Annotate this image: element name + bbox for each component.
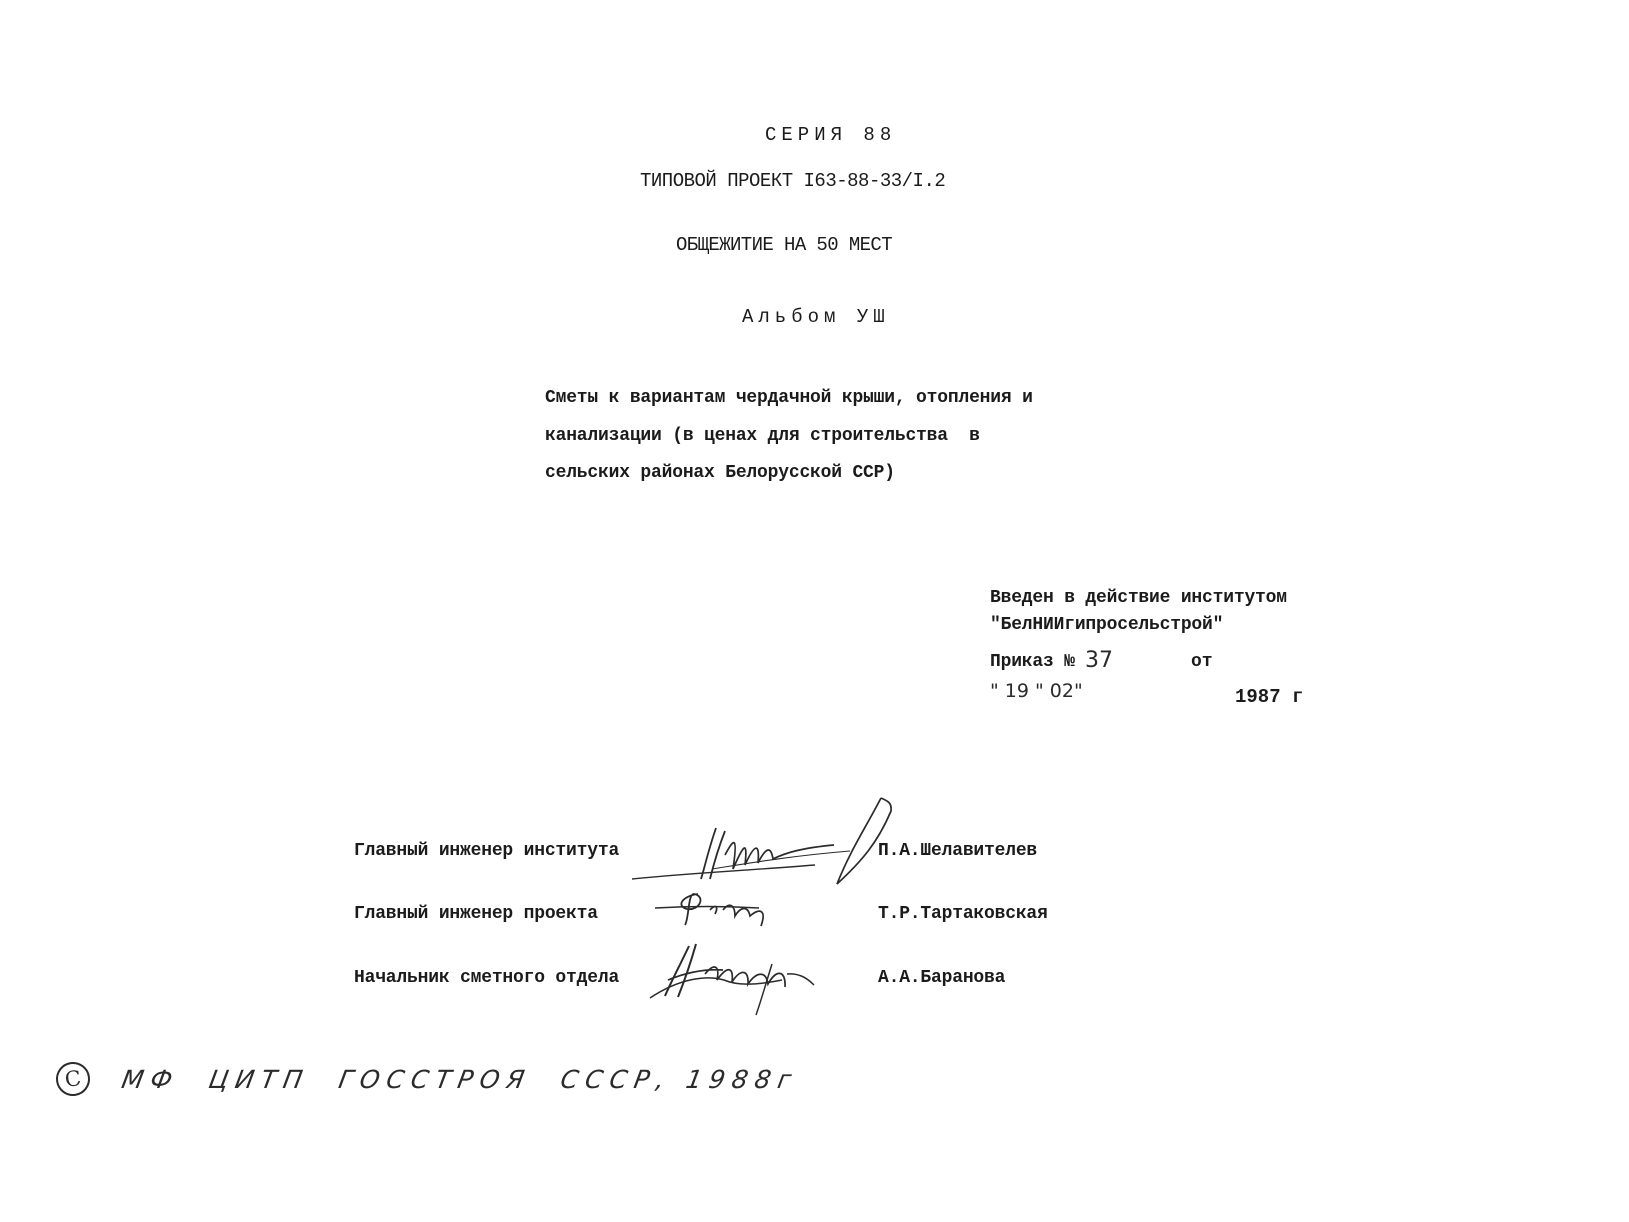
- object-title: ОБЩЕЖИТИЕ НА 50 МЕСТ: [676, 234, 893, 256]
- copyright-notice: [56, 1062, 816, 1110]
- copyright-text: МФ ЦИТП ГОССТРОЯ СССР, 1988г: [119, 1065, 801, 1094]
- album-title: Альбом УШ: [742, 306, 890, 328]
- order-number: 37: [1085, 648, 1113, 673]
- series-title: СЕРИЯ 88: [765, 124, 897, 146]
- description-line-2: канализации (в ценах для строительства в: [545, 426, 980, 446]
- handwritten-signature-3: [650, 940, 820, 1018]
- signature-name-head-estimate-department: А.А.Баранова: [878, 968, 1006, 988]
- handwritten-signature-2: [655, 888, 805, 933]
- signature-name-chief-engineer-institute: П.А.Шелавителев: [878, 841, 1038, 861]
- order-date: " 19 " 02": [990, 680, 1083, 702]
- order-year: 1987 г: [1235, 686, 1304, 708]
- description-line-3: сельских районах Белорусской ССР): [545, 463, 895, 483]
- signature-role-chief-engineer-institute: Главный инженер института: [354, 841, 620, 861]
- order-from-label: от: [1191, 652, 1213, 672]
- signature-name-chief-engineer-project: Т.Р.Тартаковская: [878, 904, 1048, 924]
- handwritten-signature-1: [630, 793, 910, 888]
- signature-role-head-estimate-department: Начальник сметного отдела: [354, 968, 620, 988]
- introduction-line-2: "БелНИИгипросельстрой": [990, 615, 1224, 635]
- copyright-icon: C: [54, 1060, 92, 1098]
- order-label: Приказ №: [990, 652, 1075, 672]
- signature-role-chief-engineer-project: Главный инженер проекта: [354, 904, 598, 924]
- introduction-line-1: Введен в действие институтом: [990, 588, 1287, 608]
- project-title: ТИПОВОЙ ПРОЕКТ I63-88-33/I.2: [640, 170, 946, 192]
- description-line-1: Сметы к вариантам чердачной крыши, отопления и: [545, 388, 1033, 408]
